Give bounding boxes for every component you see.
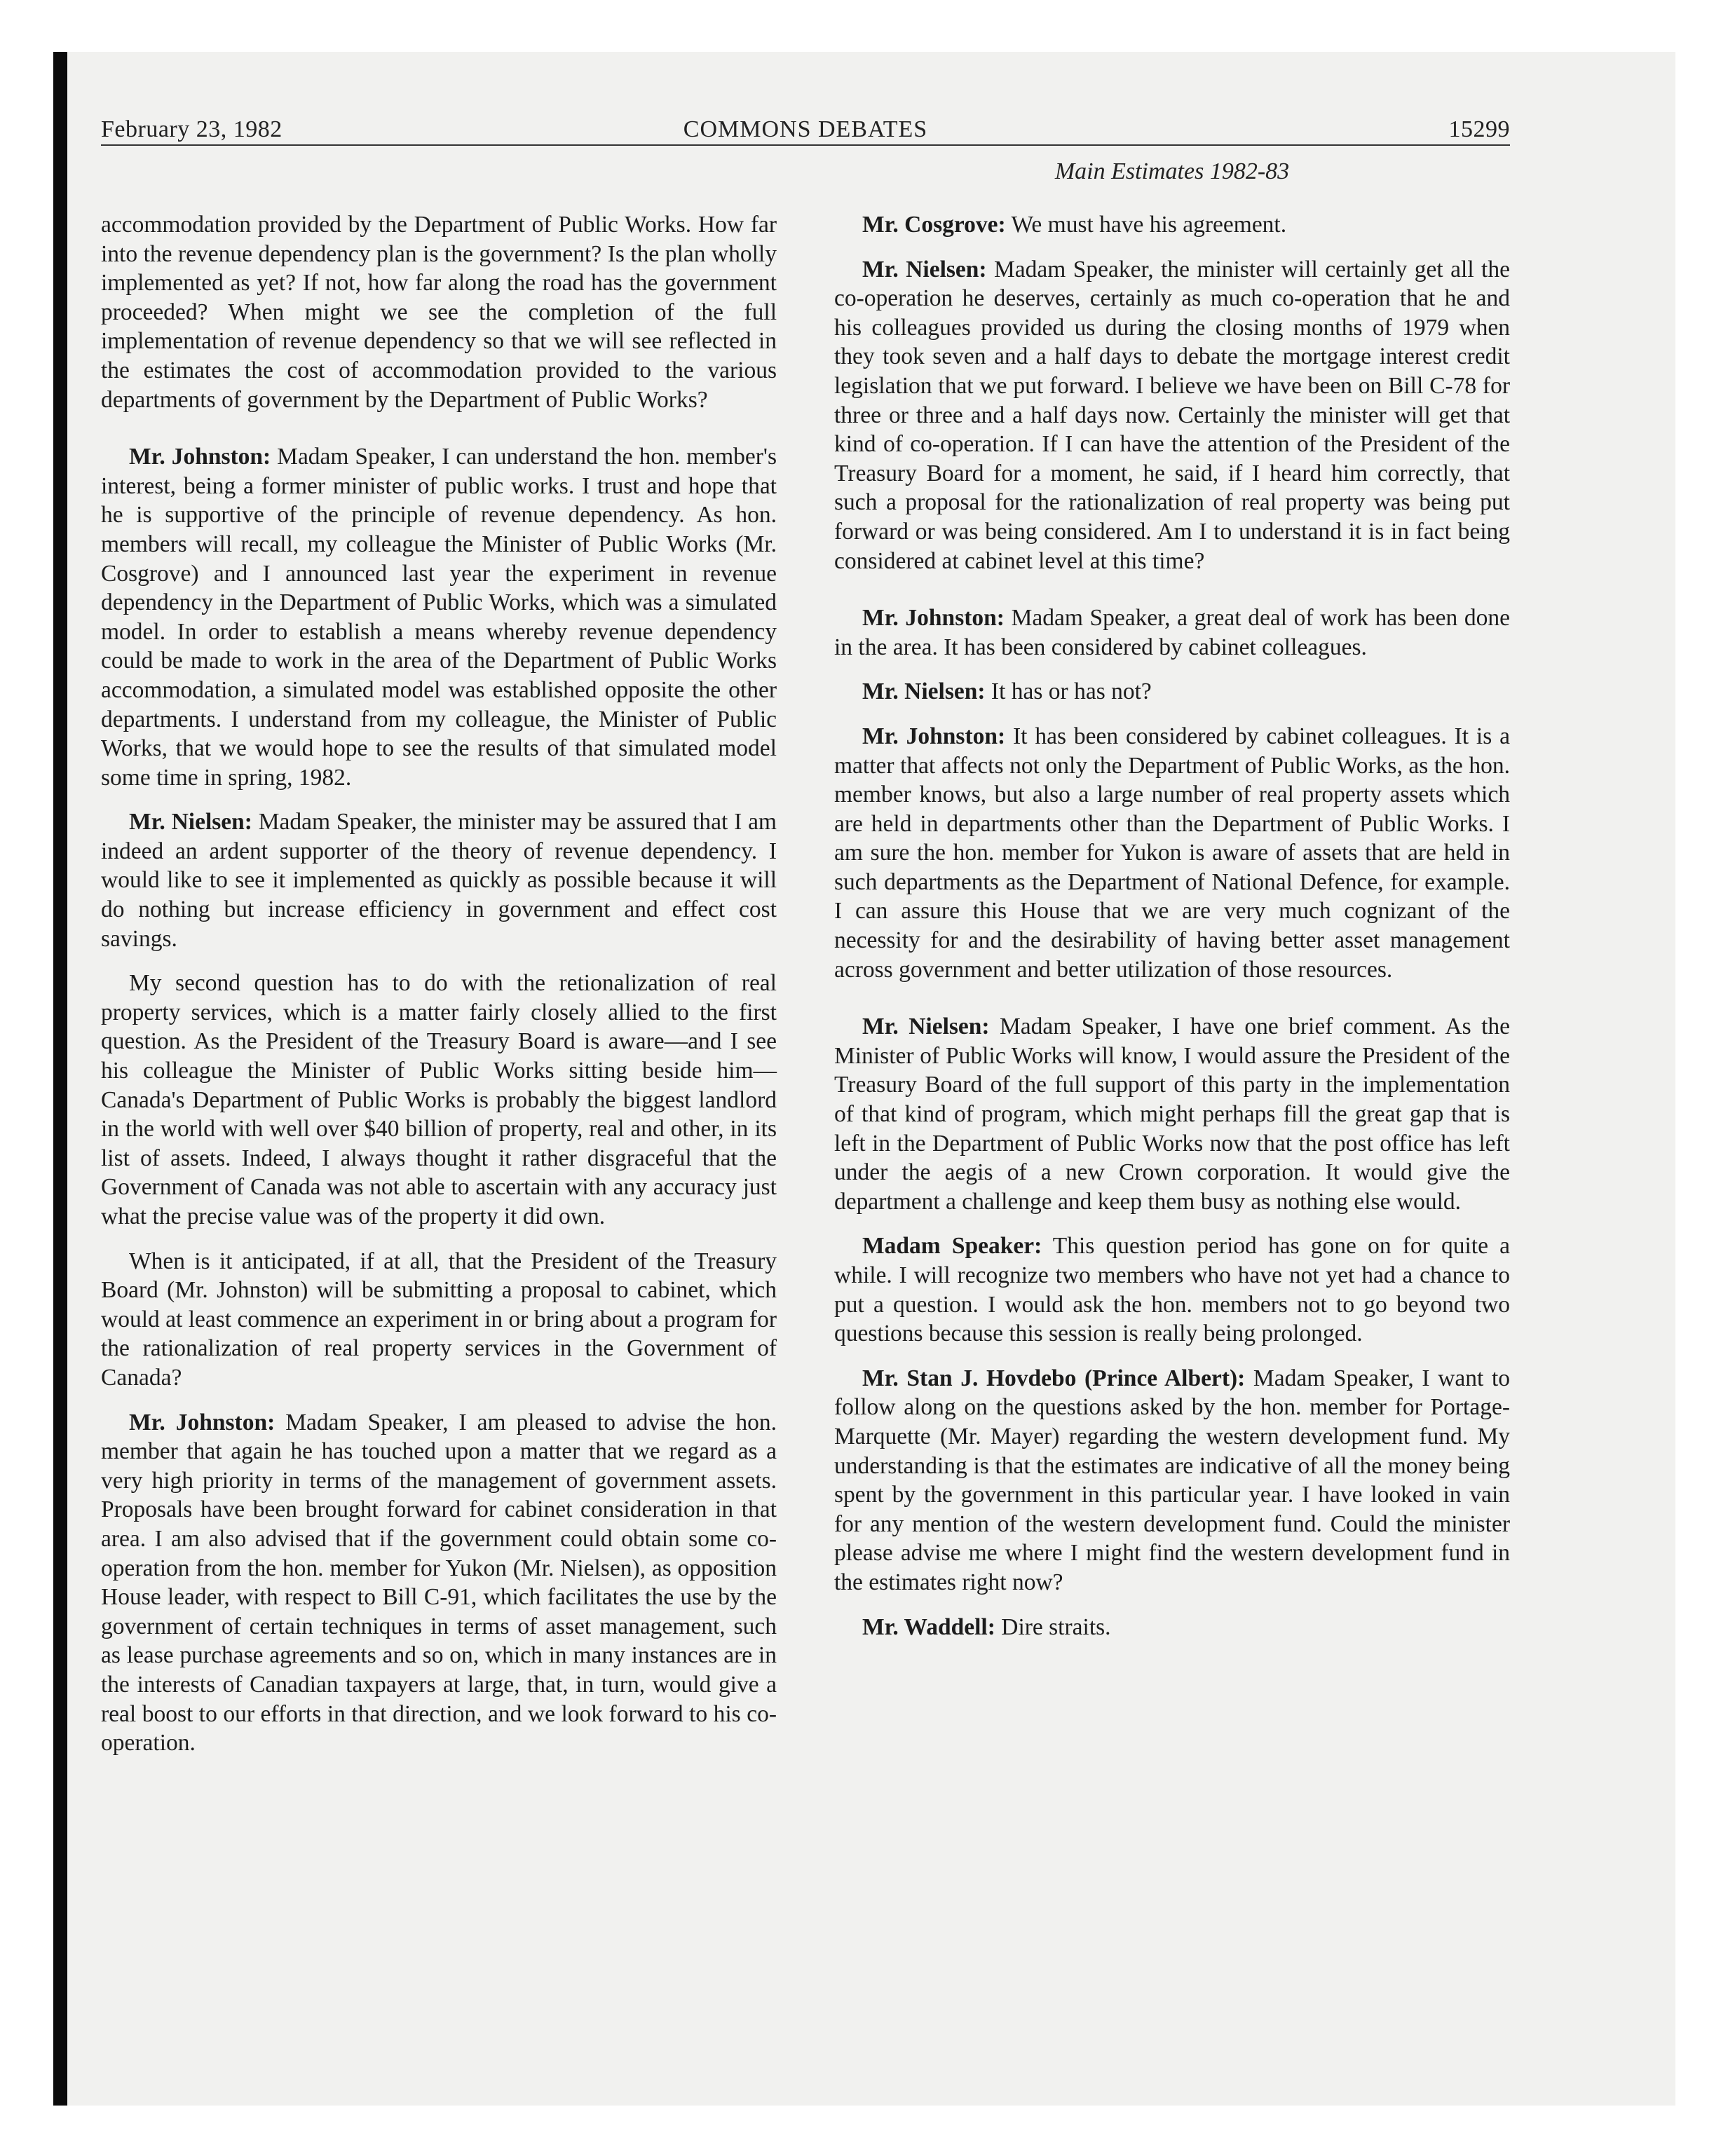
- paragraph-text: Madam Speaker, I am pleased to advise the hon. member that again he has touched upon a matter that we regard as a very high priority in terms of the management of government assets. Proposals have been brought forward for cabinet consideration in that area. I am also advised that if the government could obtain some co-operation from the hon. member for Yukon (Mr. Nielsen), as opposition House leader, with respect to Bill C-91, which facilitates the use by the government of certain techniques in terms of asset management, such as lease purchase agreements and so on, which in many instances are in the interests of Canadian taxpayers at large, that, in turn, would give a real boost to our efforts in that direction, and we look forward to his co-operation.: [101, 1409, 777, 1756]
- speaker-name: Mr. Nielsen:: [862, 1014, 990, 1040]
- scan-border: [53, 52, 67, 2106]
- speaker-name: Mr. Waddell:: [862, 1613, 995, 1640]
- paragraph-text: When is it anticipated, if at all, that the President of the Treasury Board (Mr. Johnston) will be submitting a proposal to cabinet, which would at least commence an experiment in or bring about a program for the rationalization of real property services in the Government of Canada?: [101, 1248, 777, 1391]
- paragraph-text: Madam Speaker, I want to follow along on the questions asked by the hon. member for Portage-Marquette (Mr. Mayer) regarding the western development fund. My understanding is that the estimates are indicative of all the money being spent by the government in this particular year. I have looked in vain for any mention of the western development fund. Could the minister please advise me where I might find the western development fund in the estimates right now?: [834, 1365, 1511, 1595]
- paragraph: [101, 1408, 777, 1758]
- header-page-number: 15299: [1448, 116, 1510, 142]
- paragraph: [834, 255, 1510, 576]
- speaker-name: Mr. Johnston:: [862, 605, 1005, 632]
- paragraph: [834, 677, 1510, 707]
- paragraph-text: Madam Speaker, a great deal of work has been done in the area. It has been considered by cabinet colleagues.: [834, 605, 1510, 660]
- paragraph: [834, 210, 1510, 240]
- paragraph: [101, 442, 777, 792]
- left-column: [101, 210, 777, 1773]
- speaker-name: Mr. Nielsen:: [862, 678, 986, 705]
- paragraph-text: It has or has not?: [985, 678, 1152, 705]
- header-rule: [101, 144, 1510, 146]
- paragraph: [101, 210, 777, 414]
- paragraph: [834, 1364, 1510, 1597]
- speaker-name: Mr. Johnston:: [862, 723, 1006, 749]
- paragraph-text: accommodation provided by the Department of Public Works. How far into the revenue dependency plan is the government? Is the plan wholly implemented as yet? If not, how far along the road has the government proceeded? When might we see the completion of the full implementation of revenue dependency so that we will see reflected in the estimates the cost of accommodation provided to the various departments of government by the Department of Public Works?: [101, 212, 777, 413]
- header-publication: COMMONS DEBATES: [683, 116, 928, 142]
- paragraph-text: Madam Speaker, the minister will certainly get all the co-operation he deserves, certainly as much co-operation that he and his colleagues provided us during the closing months of 1979 when they took seven and a half days to debate the mortgage interest credit legislation that we put forward. I believe we have been on Bill C-78 for three or three and a half days now. Certainly the minister will get that kind of co-operation. If I can have the attention of the President of the Treasury Board for a moment, he said, if I heard him correctly, that such a proposal for the rationalization of real property was being put forward or was being considered. Am I to understand it is in fact being considered at cabinet level at this time?: [834, 256, 1510, 574]
- paragraph-text: Madam Speaker, I can understand the hon. member's interest, being a former minister of public works. I trust and hope that he is supportive of the principle of revenue dependency. As hon. members will recall, my colleague the Minister of Public Works (Mr. Cosgrove) and I announced last year the experiment in revenue dependency in the Department of Public Works, which was a simulated model. In order to establish a means whereby revenue dependency could be made to work in the area of the Department of Public Works accommodation, a simulated model was established opposite the other departments. I understand from my colleague, the Minister of Public Works, that we would hope to see the results of that simulated model some time in spring, 1982.: [101, 444, 777, 791]
- speaker-name: Mr. Cosgrove:: [862, 212, 1006, 238]
- paragraph: [834, 722, 1510, 984]
- speaker-name: Mr. Johnston:: [129, 1409, 275, 1435]
- paragraph-text: We must have his agreement.: [1005, 212, 1287, 238]
- paragraph: [834, 1613, 1510, 1642]
- paragraph-text: It has been considered by cabinet colleagues. It is a matter that affects not only the Department of Public Works, as the hon. member knows, but also a large number of real property assets which are held in departments other than the Department of Public Works. I am sure the hon. member for Yukon is aware of assets that are held in such departments as the Department of National Defence, for example. I can assure this House that we are very much cognizant of the necessity for and the desirability of having better asset management across government and better utilization of those resources.: [834, 723, 1510, 983]
- paragraph-text: This question period has gone on for quite a while. I will recognize two members who have not yet had a chance to put a question. I would ask the hon. members not to go beyond two questions because this session is really being prolonged.: [834, 1233, 1510, 1347]
- header-date: February 23, 1982: [101, 116, 283, 142]
- speaker-name: Mr. Stan J. Hovdebo (Prince Albert):: [862, 1365, 1246, 1391]
- speaker-name: Madam Speaker:: [862, 1233, 1042, 1260]
- paragraph: [834, 1231, 1510, 1348]
- paragraph: [101, 807, 777, 953]
- paragraph-text: Dire straits.: [995, 1613, 1111, 1640]
- paragraph-text: My second question has to do with the retionalization of real property services, which is a matter fairly closely allied to the first question. As the President of the Treasury Board is aware—and I see his colleague the Minister of Public Works sitting beside him—Canada's Department of Public Works is probably the biggest landlord in the world with well over $40 billion of property, real and other, in its list of assets. Indeed, I always thought it rather disgraceful that the Government of Canada was not able to ascertain with any accuracy just what the precise value was of the property it did own.: [101, 970, 777, 1229]
- paragraph: [101, 969, 777, 1231]
- right-column: [834, 210, 1510, 1657]
- paragraph-text: Madam Speaker, I have one brief comment. As the Minister of Public Works will know, I would assure the President of the Treasury Board of the full support of this party in the implementation of that kind of program, which might perhaps fill the great gap that is left in the Department of Public Works now that the post office has left under the aegis of a new Crown corporation. It would give the department a challenge and keep them busy as nothing else would.: [834, 1014, 1510, 1215]
- scan-margin: [0, 0, 57, 2156]
- paragraph-text: Madam Speaker, the minister may be assured that I am indeed an ardent supporter of the theory of revenue dependency. I would like to see it implemented as quickly as possible because it will do nothing but increase efficiency in government and effect cost savings.: [101, 809, 777, 952]
- running-title: Main Estimates 1982-83: [1054, 158, 1290, 184]
- speaker-name: Mr. Johnston:: [129, 444, 271, 470]
- paragraph: [834, 1012, 1510, 1216]
- paragraph: [101, 1247, 777, 1393]
- speaker-name: Mr. Nielsen:: [862, 256, 987, 282]
- paragraph: [834, 603, 1510, 662]
- speaker-name: Mr. Nielsen:: [129, 809, 252, 835]
- page-header: [101, 109, 1510, 149]
